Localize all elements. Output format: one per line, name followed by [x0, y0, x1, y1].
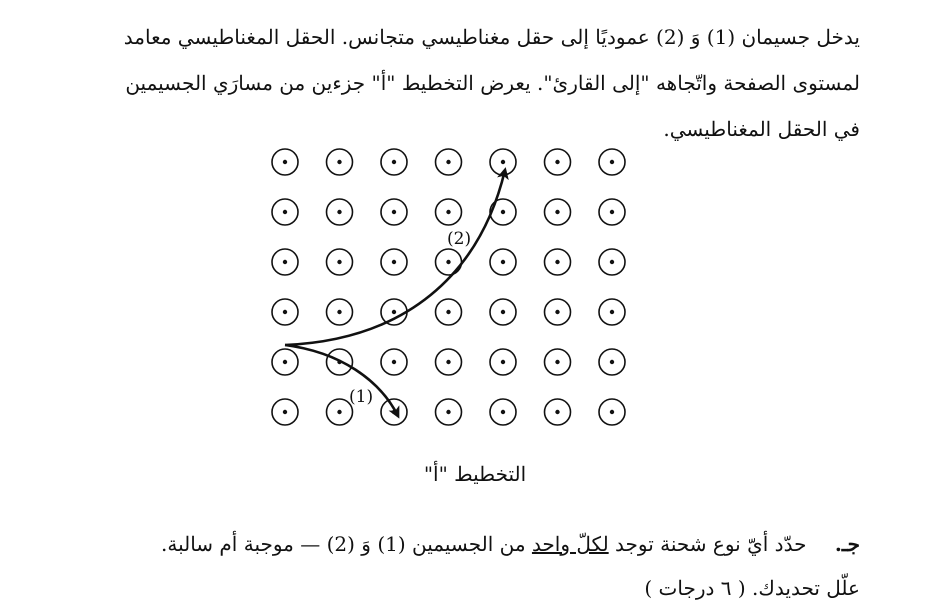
field-out-of-page-symbol — [490, 149, 516, 175]
field-out-of-page-symbol — [327, 299, 353, 325]
field-out-of-page-symbol — [272, 399, 298, 425]
field-out-of-page-symbol — [381, 349, 407, 375]
field-out-of-page-symbol — [490, 299, 516, 325]
field-out-of-page-symbol — [436, 249, 462, 275]
field-out-of-page-symbol — [599, 249, 625, 275]
field-out-of-page-symbol — [436, 149, 462, 175]
field-out-of-page-symbol — [381, 299, 407, 325]
field-out-of-page-symbol — [599, 199, 625, 225]
question-line-2 — [50, 566, 860, 610]
field-out-of-page-symbol — [490, 349, 516, 375]
field-out-of-page-symbol — [272, 149, 298, 175]
field-out-of-page-symbol — [545, 349, 571, 375]
field-out-of-page-symbol — [599, 349, 625, 375]
field-out-of-page-symbol — [436, 299, 462, 325]
field-out-of-page-symbol — [436, 349, 462, 375]
field-out-of-page-symbol — [545, 249, 571, 275]
field-out-of-page-symbol — [272, 299, 298, 325]
question-text-underlined: لكلّ واحد — [531, 532, 609, 556]
question-points: ( ٦ درجات ) — [644, 576, 746, 600]
question-line-1 — [50, 522, 860, 566]
field-symbol-grid — [272, 149, 625, 425]
field-out-of-page-symbol — [490, 249, 516, 275]
field-out-of-page-symbol — [272, 249, 298, 275]
field-out-of-page-symbol — [545, 199, 571, 225]
intro-line-3: في الحقل المغناطيسي. — [663, 117, 860, 141]
question-justify: علّل تحديدك. — [752, 576, 860, 600]
question-c — [50, 522, 860, 610]
question-letter: جـ. — [834, 532, 860, 556]
field-out-of-page-symbol — [599, 299, 625, 325]
intro-paragraph — [40, 14, 860, 152]
field-out-of-page-symbol — [436, 199, 462, 225]
intro-line-2: لمستوى الصفحة واتّجاهه "إلى القارئ". يعرض التخطيط "أ" جزءين من مسارَي الجسيمين — [125, 71, 860, 95]
field-out-of-page-symbol — [545, 399, 571, 425]
diagram-svg — [255, 140, 645, 440]
magnetic-field-diagram — [255, 140, 645, 440]
field-out-of-page-symbol — [381, 149, 407, 175]
field-out-of-page-symbol — [599, 149, 625, 175]
field-out-of-page-symbol — [381, 249, 407, 275]
field-out-of-page-symbol — [490, 399, 516, 425]
diagram-caption: التخطيط "أ" — [423, 462, 527, 486]
field-out-of-page-symbol — [327, 199, 353, 225]
field-out-of-page-symbol — [272, 199, 298, 225]
label-particle-1: (1) — [349, 387, 374, 407]
field-out-of-page-symbol — [327, 249, 353, 275]
field-out-of-page-symbol — [381, 399, 407, 425]
question-text-b: من الجسيمين (1) وَ (2) — موجبة أم سالبة. — [161, 532, 526, 556]
field-out-of-page-symbol — [381, 199, 407, 225]
field-out-of-page-symbol — [545, 299, 571, 325]
field-out-of-page-symbol — [545, 149, 571, 175]
field-out-of-page-symbol — [327, 149, 353, 175]
label-particle-2: (2) — [447, 229, 472, 249]
question-text-a: حدّد أيّ نوع شحنة توجد — [615, 532, 807, 556]
intro-line-1: يدخل جسيمان (1) وَ (2) عموديًا إلى حقل مغناطيسي متجانس. الحقل المغناطيسي معامد — [123, 25, 860, 49]
field-out-of-page-symbol — [599, 399, 625, 425]
field-out-of-page-symbol — [436, 399, 462, 425]
field-out-of-page-symbol — [272, 349, 298, 375]
